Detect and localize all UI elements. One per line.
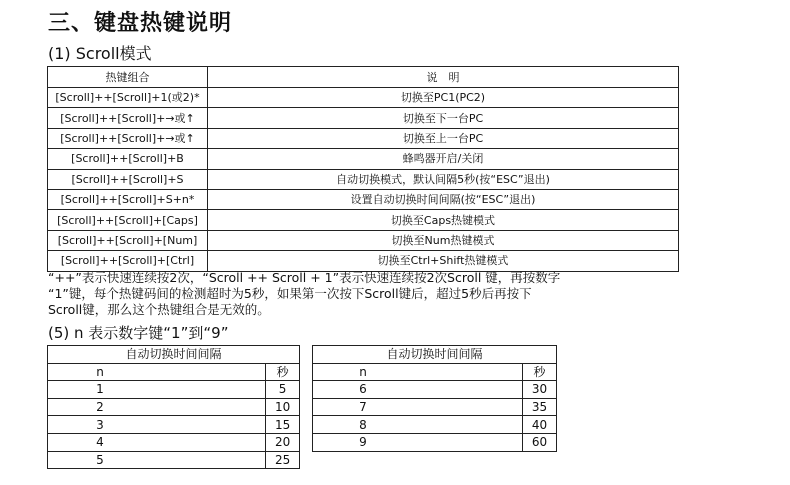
table-row (313, 381, 557, 399)
table-row (48, 381, 300, 399)
table-row (48, 230, 679, 250)
interval-table-1 (47, 345, 300, 469)
n-value: 6 (313, 381, 523, 399)
n-value: 1 (48, 381, 266, 399)
hotkey-description: 切换至Num热键模式 (208, 230, 679, 250)
table-row (313, 398, 557, 416)
seconds-value: 60 (523, 433, 557, 451)
hotkey-combo: [Scroll]++[Scroll]+1(或2)* (48, 88, 208, 108)
hotkey-combo: [Scroll]++[Scroll]+[Num] (48, 230, 208, 250)
n-value: 2 (48, 398, 266, 416)
seconds-value: 5 (266, 381, 300, 399)
scroll-mode-subtitle: (1) Scroll模式 (48, 44, 152, 63)
table-row (48, 398, 300, 416)
hotkey-note (48, 270, 708, 318)
hotkey-description: 自动切换模式，默认间隔5秒(按“ESC”退出) (208, 169, 679, 189)
section-title: 三、键盘热键说明 (48, 11, 233, 36)
table-row (313, 416, 557, 434)
interval-table-caption: 自动切换时间间隔 (313, 346, 557, 364)
hotkey-description: 切换至Caps热键模式 (208, 210, 679, 230)
n-value: 7 (313, 398, 523, 416)
table-row (48, 433, 300, 451)
table-row (48, 451, 300, 469)
note-line: “1”键，每个热键码间的检测超时为5秒，如果第一次按下Scroll键后，超过5秒后再按下 (48, 286, 532, 301)
table-row (48, 210, 679, 230)
table-row (48, 88, 679, 108)
seconds-value: 35 (523, 398, 557, 416)
seconds-value: 40 (523, 416, 557, 434)
header-description: 说 明 (208, 67, 679, 88)
seconds-value: 25 (266, 451, 300, 469)
seconds-value: 20 (266, 433, 300, 451)
hotkey-description: 切换至上一台PC (208, 128, 679, 148)
hotkey-description: 切换至下一台PC (208, 108, 679, 128)
table-row (48, 108, 679, 128)
hotkey-combo: [Scroll]++[Scroll]+→或↑ (48, 128, 208, 148)
table-header-row (48, 363, 300, 381)
table-row (48, 189, 679, 209)
hotkey-combo: [Scroll]++[Scroll]+B (48, 149, 208, 169)
table-row (48, 169, 679, 189)
n-value: 9 (313, 433, 523, 451)
hotkey-combo: [Scroll]++[Scroll]+[Ctrl] (48, 251, 208, 271)
header-seconds: 秒 (523, 363, 557, 381)
hotkey-table (47, 66, 679, 272)
seconds-value: 10 (266, 398, 300, 416)
table-header-row (313, 363, 557, 381)
header-n: n (48, 363, 266, 381)
table-row (48, 416, 300, 434)
hotkey-combo: [Scroll]++[Scroll]+S+n* (48, 189, 208, 209)
n-value: 4 (48, 433, 266, 451)
section5-title: (5) n 表示数字键“1”到“9” (48, 324, 229, 342)
n-value: 8 (313, 416, 523, 434)
n-value: 3 (48, 416, 266, 434)
seconds-value: 15 (266, 416, 300, 434)
header-seconds: 秒 (266, 363, 300, 381)
table-row (48, 251, 679, 271)
interval-table-2 (312, 345, 557, 452)
table-row (48, 149, 679, 169)
hotkey-combo: [Scroll]++[Scroll]+S (48, 169, 208, 189)
n-value: 5 (48, 451, 266, 469)
table-header-row (48, 67, 679, 88)
header-hotkey-combo: 热键组合 (48, 67, 208, 88)
hotkey-description: 蜂鸣器开启/关闭 (208, 149, 679, 169)
hotkey-description: 切换至Ctrl+Shift热键模式 (208, 251, 679, 271)
table-row (313, 433, 557, 451)
hotkey-description: 切换至PC1(PC2) (208, 88, 679, 108)
hotkey-description: 设置自动切换时间间隔(按“ESC”退出) (208, 189, 679, 209)
hotkey-combo: [Scroll]++[Scroll]+→或↑ (48, 108, 208, 128)
header-n: n (313, 363, 523, 381)
note-line: Scroll键，那么这个热键组合是无效的。 (48, 302, 270, 317)
seconds-value: 30 (523, 381, 557, 399)
table-row (48, 128, 679, 148)
note-line: “++”表示快速连续按2次，“Scroll ++ Scroll + 1”表示快速连续按2次Scroll 键，再按数字 (48, 270, 561, 285)
interval-table-caption: 自动切换时间间隔 (48, 346, 300, 364)
hotkey-combo: [Scroll]++[Scroll]+[Caps] (48, 210, 208, 230)
